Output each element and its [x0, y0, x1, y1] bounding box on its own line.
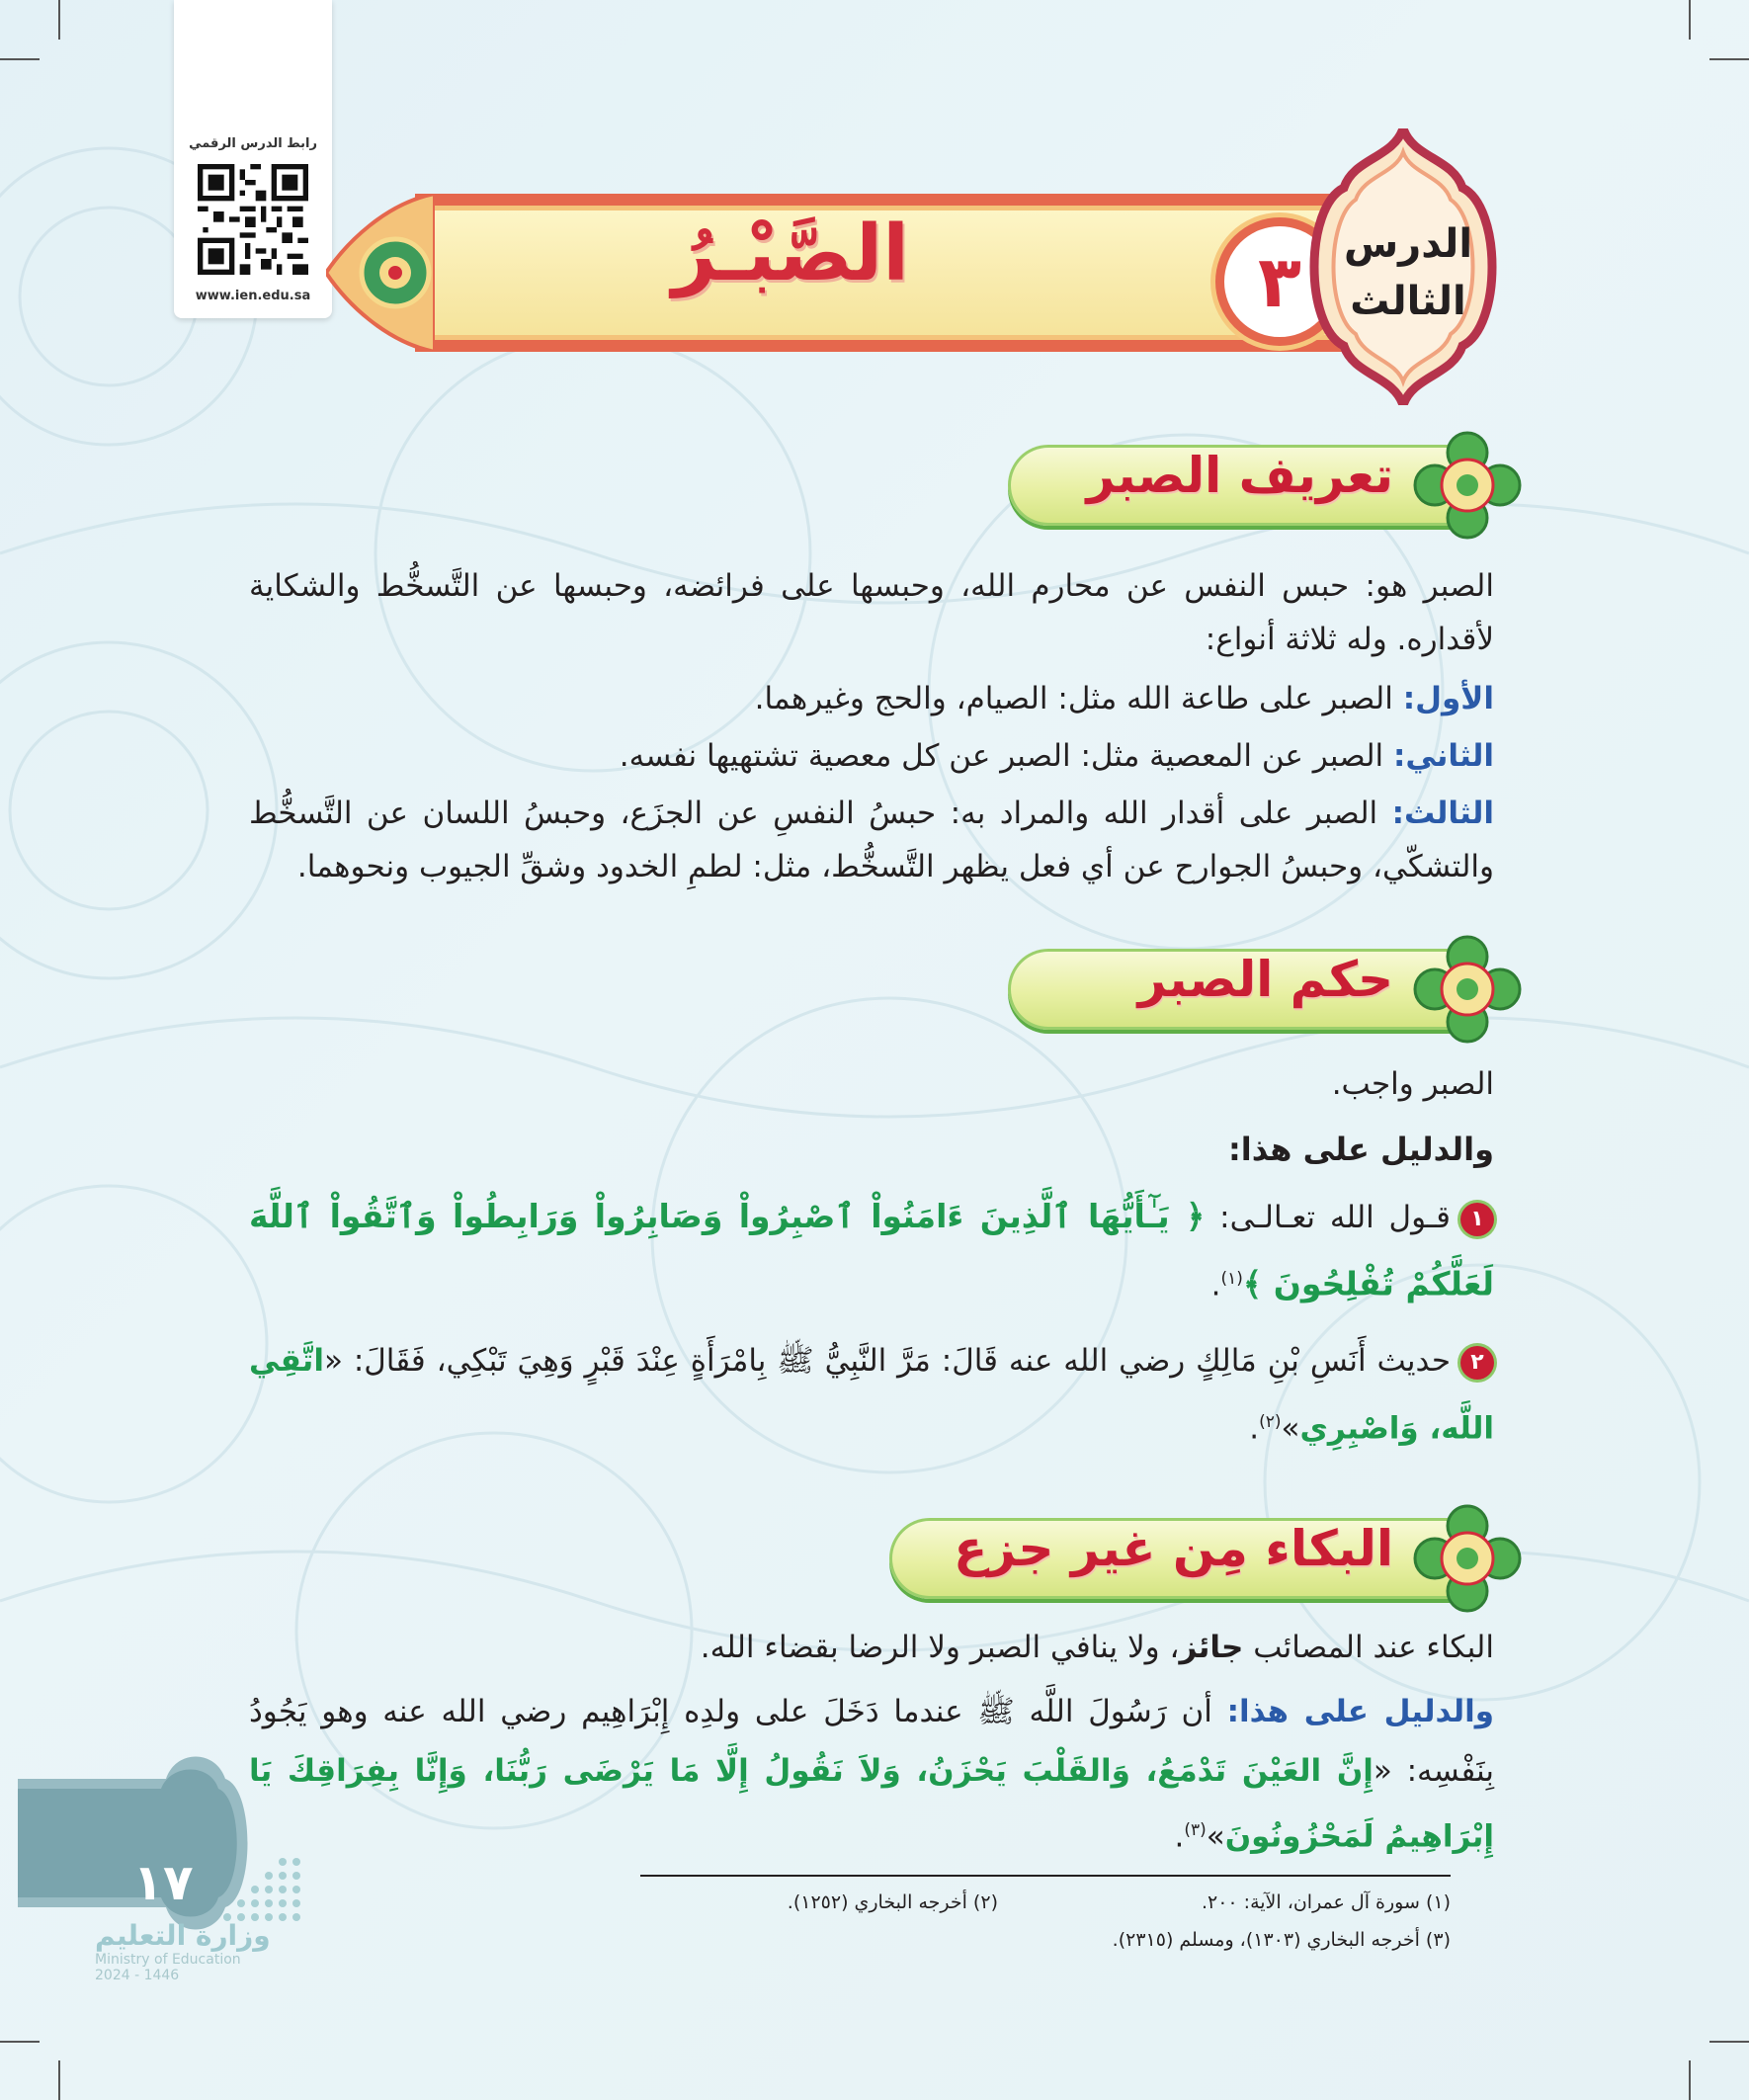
footnote-ref: (٣): [1184, 1820, 1207, 1840]
footnote-1: (١) سورة آل عمران، الآية: ٢٠٠.: [1201, 1891, 1451, 1913]
qr-caption: رابط الدرس الرقمي: [189, 136, 317, 151]
crop-mark: [0, 58, 40, 60]
type-item: [249, 787, 1494, 893]
evidence-item: [249, 1186, 1494, 1315]
footnote-3: (٣) أخرجه البخاري (١٣٠٣)، ومسلم (٢٣١٥).: [1112, 1929, 1451, 1951]
type-text: الصبر عن المعصية مثل: الصبر عن كل معصية تشتهيها نفسه.: [619, 738, 1394, 774]
type-label: الثاني:: [1393, 738, 1494, 774]
page-number: ١٧: [132, 1854, 194, 1911]
clover-emblem-icon: [1413, 1504, 1522, 1613]
type-text: الصبر على طاعة الله مثل: الصيام، والحج وغيرهما.: [754, 681, 1403, 716]
evidence-end: .: [1174, 1818, 1185, 1855]
weeping-statement-after: ، ولا ينافي الصبر ولا الرضا بقضاء الله.: [700, 1630, 1180, 1665]
crop-mark: [1709, 58, 1749, 60]
footnote-rule: [640, 1875, 1451, 1877]
evidence-item: [249, 1330, 1494, 1459]
banner-ornament-icon: [326, 194, 435, 352]
section-header-weeping: [889, 1504, 1522, 1613]
evidence-number: ٢: [1460, 1346, 1494, 1380]
lesson-badge-line1: الدرس: [1343, 221, 1473, 267]
evidence-prefix: قـول الله تعـالـى:: [1205, 1200, 1451, 1235]
footnote-ref: (٢): [1259, 1412, 1282, 1432]
weeping-statement-before: البكاء عند المصائب: [1243, 1630, 1494, 1665]
crop-mark: [1709, 2041, 1749, 2043]
footnote-ref: (١): [1220, 1269, 1243, 1289]
type-text: الصبر على أقدار الله والمراد به: حبسُ النفسِ عن الجزَع، وحبسُ اللسان عن التَّسخُّط والتشكّي، وحبسُ الجوارح عن أي فعل يظهر التَّسخُّط، مثل: لطمِ الخدود وشقِّ الجيوب ونحوهما.: [249, 796, 1494, 884]
clover-emblem-icon: [1413, 935, 1522, 1044]
type-item: [755, 672, 1494, 725]
weeping-evidence-text: أن رَسُولَ اللَّه ﷺ عندما دَخَلَ على ولدِه إِبْرَاهِيم رضي الله عنه وهو يَجُودُ بِنَفْسِه: «: [249, 1694, 1494, 1789]
ministry-year: 2024 - 1446: [95, 1968, 180, 1983]
quran-verse: ﴿ يَـٰٓأَيُّهَا ٱلَّذِينَ ءَامَنُواْ ٱصْبِرُواْ وَصَابِرُواْ وَرَابِطُواْ وَٱتَّقُواْ ٱللَّهَ لَعَلَّكُمْ تُفْلِحُونَ ﴾: [249, 1197, 1494, 1303]
qr-url[interactable]: www.ien.edu.sa: [195, 289, 311, 303]
hadith-text: اتَّقِي اللَّه، وَاصْبِرِي: [249, 1343, 1494, 1447]
lesson-badge-text: [1324, 215, 1492, 330]
ministry-dots-icon: [217, 1858, 306, 1927]
section-header-definition: [1008, 431, 1522, 540]
weeping-statement-bold: جائز: [1179, 1630, 1244, 1665]
footnote-2: (٢) أخرجه البخاري (١٢٥٢).: [787, 1891, 998, 1913]
clover-emblem-icon: [1413, 431, 1522, 540]
ministry-name-ar: وزارة التعليم: [95, 1919, 271, 1952]
qr-code-icon[interactable]: [198, 164, 308, 275]
section-title: البكاء مِن غير جزع: [954, 1520, 1393, 1577]
crop-mark: [58, 2060, 60, 2100]
lesson-badge-line2: الثالث: [1350, 279, 1466, 324]
section-header-ruling: [1008, 935, 1522, 1044]
section-title: تعريف الصبر: [1086, 447, 1393, 504]
quote-close: »: [1206, 1818, 1225, 1855]
evidence-prefix: حديث أَنَسِ بْنِ مَالِكٍ رضي الله عنه قَالَ: مَرَّ النَّبِيُّ ﷺ بِامْرَأَةٍ عِنْدَ قَبْرٍ وَهِيَ تَبْكِي، فَقَالَ: «: [323, 1343, 1451, 1379]
ministry-name-en: Ministry of Education: [95, 1952, 241, 1968]
crop-mark: [0, 2041, 40, 2043]
section-title: حكم الصبر: [1137, 951, 1393, 1008]
weeping-evidence-label: والدليل على هذا:: [1226, 1694, 1495, 1729]
ministry-logo: [95, 1919, 292, 1983]
lesson-number: ٣: [1215, 217, 1344, 346]
weeping-evidence: [249, 1682, 1494, 1866]
crop-mark: [1689, 2060, 1691, 2100]
type-label: الثالث:: [1391, 796, 1494, 831]
type-label: الأول:: [1402, 681, 1494, 716]
quote-close: »: [1281, 1410, 1300, 1447]
ruling-statement: الصبر واجب.: [1331, 1066, 1494, 1102]
crop-mark: [58, 0, 60, 40]
evidence-end: .: [1249, 1410, 1260, 1447]
type-item: [620, 729, 1494, 783]
weeping-statement: [701, 1621, 1494, 1674]
lesson-title: الصَّبْـرُ: [672, 210, 909, 298]
definition-intro: الصبر هو: حبس النفس عن محارم الله، وحبسها على فرائضه، وحبسها عن التَّسخُّط والشكاية لأقداره. وله ثلاثة أنواع:: [249, 568, 1494, 657]
crop-mark: [1689, 0, 1691, 40]
qr-card[interactable]: [174, 0, 332, 318]
evidence-end: .: [1210, 1267, 1221, 1303]
hadith-text: إِنَّ العَيْنَ تَدْمَعُ، وَالقَلْبَ يَحْزَنُ، وَلاَ نَقُولُ إِلَّا مَا يَرْضَى رَبُّنَا، وَإِنَّا بِفِرَاقِكَ يَا إِبْرَاهِيمُ لَمَحْزُونُونَ: [249, 1753, 1494, 1855]
ruling-evidence-label: والدليل على هذا:: [1227, 1131, 1494, 1168]
evidence-number: ١: [1460, 1203, 1494, 1236]
